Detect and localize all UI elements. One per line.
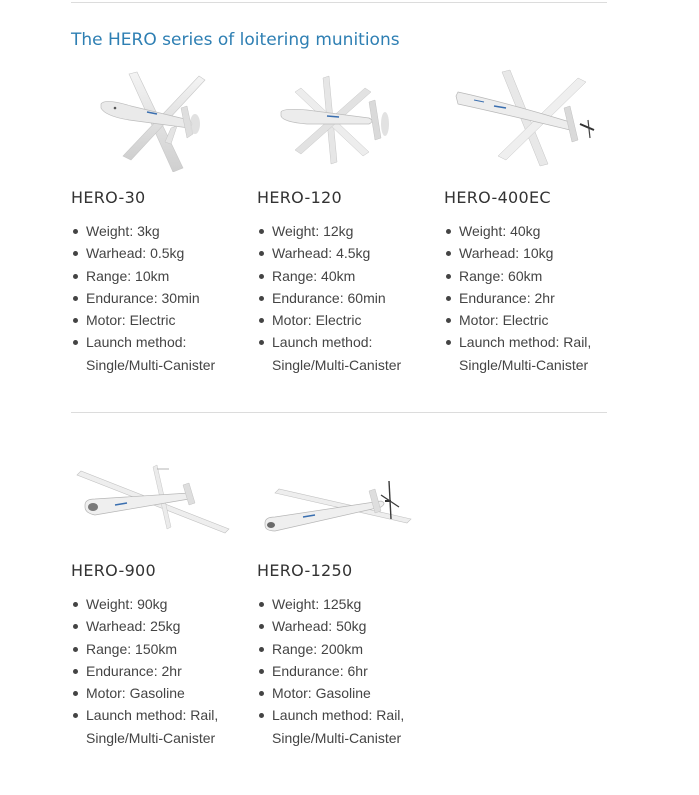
product-card-hero-120 bbox=[257, 68, 437, 373]
hero-400ec-drone-icon bbox=[444, 68, 604, 172]
spec-endurance: Endurance: 60min bbox=[257, 287, 432, 309]
spec-warhead: Warhead: 50kg bbox=[257, 615, 432, 637]
spec-motor: Motor: Electric bbox=[71, 309, 246, 331]
spec-list bbox=[444, 220, 619, 376]
spec-launch-method-line-2: Single/Multi-Canister bbox=[272, 356, 402, 373]
spec-launch-method-line-2: Single/Multi-Canister bbox=[86, 356, 216, 373]
spec-launch-method-line-2: Single/Multi-Canister bbox=[86, 729, 216, 746]
spec-launch-method-line-2: Single/Multi-Canister bbox=[459, 356, 589, 373]
spec-launch-method bbox=[71, 704, 246, 749]
spec-launch-method bbox=[257, 331, 432, 376]
section-title: The HERO series of loitering munitions bbox=[71, 30, 400, 50]
product-name: HERO-400EC bbox=[444, 188, 551, 207]
spec-motor: Motor: Gasoline bbox=[257, 682, 432, 704]
spec-launch-method bbox=[444, 331, 619, 376]
spec-weight: Weight: 3kg bbox=[71, 220, 246, 242]
product-card-hero-400ec bbox=[444, 68, 624, 373]
spec-range: Range: 60km bbox=[444, 265, 619, 287]
spec-motor: Motor: Gasoline bbox=[71, 682, 246, 704]
spec-list bbox=[257, 593, 432, 749]
spec-weight: Weight: 40kg bbox=[444, 220, 619, 242]
spec-warhead: Warhead: 25kg bbox=[71, 615, 246, 637]
spec-range: Range: 10km bbox=[71, 265, 246, 287]
spec-motor: Motor: Electric bbox=[257, 309, 432, 331]
spec-launch-method-line-1: Launch method: bbox=[272, 334, 373, 351]
spec-list bbox=[257, 220, 432, 376]
product-name: HERO-900 bbox=[71, 561, 157, 580]
spec-list bbox=[71, 593, 246, 749]
spec-range: Range: 200km bbox=[257, 638, 432, 660]
product-card-hero-1250 bbox=[257, 441, 437, 746]
spec-weight: Weight: 90kg bbox=[71, 593, 246, 615]
spec-weight: Weight: 12kg bbox=[257, 220, 432, 242]
product-name: HERO-120 bbox=[257, 188, 343, 207]
spec-warhead: Warhead: 4.5kg bbox=[257, 242, 432, 264]
spec-launch-method-line-1: Launch method: Rail, bbox=[272, 707, 405, 724]
spec-range: Range: 40km bbox=[257, 265, 432, 287]
spec-warhead: Warhead: 10kg bbox=[444, 242, 619, 264]
hero-120-drone-icon bbox=[257, 68, 417, 172]
product-card-hero-900 bbox=[71, 441, 251, 746]
spec-endurance: Endurance: 6hr bbox=[257, 660, 432, 682]
spec-launch-method-line-1: Launch method: Rail, bbox=[86, 707, 219, 724]
spec-launch-method-line-2: Single/Multi-Canister bbox=[272, 729, 402, 746]
spec-range: Range: 150km bbox=[71, 638, 246, 660]
hero-1250-drone-icon bbox=[257, 441, 417, 545]
spec-list bbox=[71, 220, 246, 376]
product-name: HERO-30 bbox=[71, 188, 146, 207]
hero-30-drone-icon bbox=[71, 68, 231, 172]
spec-motor: Motor: Electric bbox=[444, 309, 619, 331]
spec-launch-method-line-1: Launch method: Rail, bbox=[459, 334, 592, 351]
spec-endurance: Endurance: 2hr bbox=[444, 287, 619, 309]
spec-weight: Weight: 125kg bbox=[257, 593, 432, 615]
spec-launch-method-line-1: Launch method: bbox=[86, 334, 187, 351]
top-divider bbox=[71, 2, 607, 3]
product-card-hero-30 bbox=[71, 68, 251, 373]
spec-launch-method bbox=[257, 704, 432, 749]
spec-warhead: Warhead: 0.5kg bbox=[71, 242, 246, 264]
spec-launch-method bbox=[71, 331, 246, 376]
product-name: HERO-1250 bbox=[257, 561, 353, 580]
spec-endurance: Endurance: 30min bbox=[71, 287, 246, 309]
hero-900-drone-icon bbox=[71, 441, 231, 545]
spec-endurance: Endurance: 2hr bbox=[71, 660, 246, 682]
section-divider bbox=[71, 412, 607, 413]
